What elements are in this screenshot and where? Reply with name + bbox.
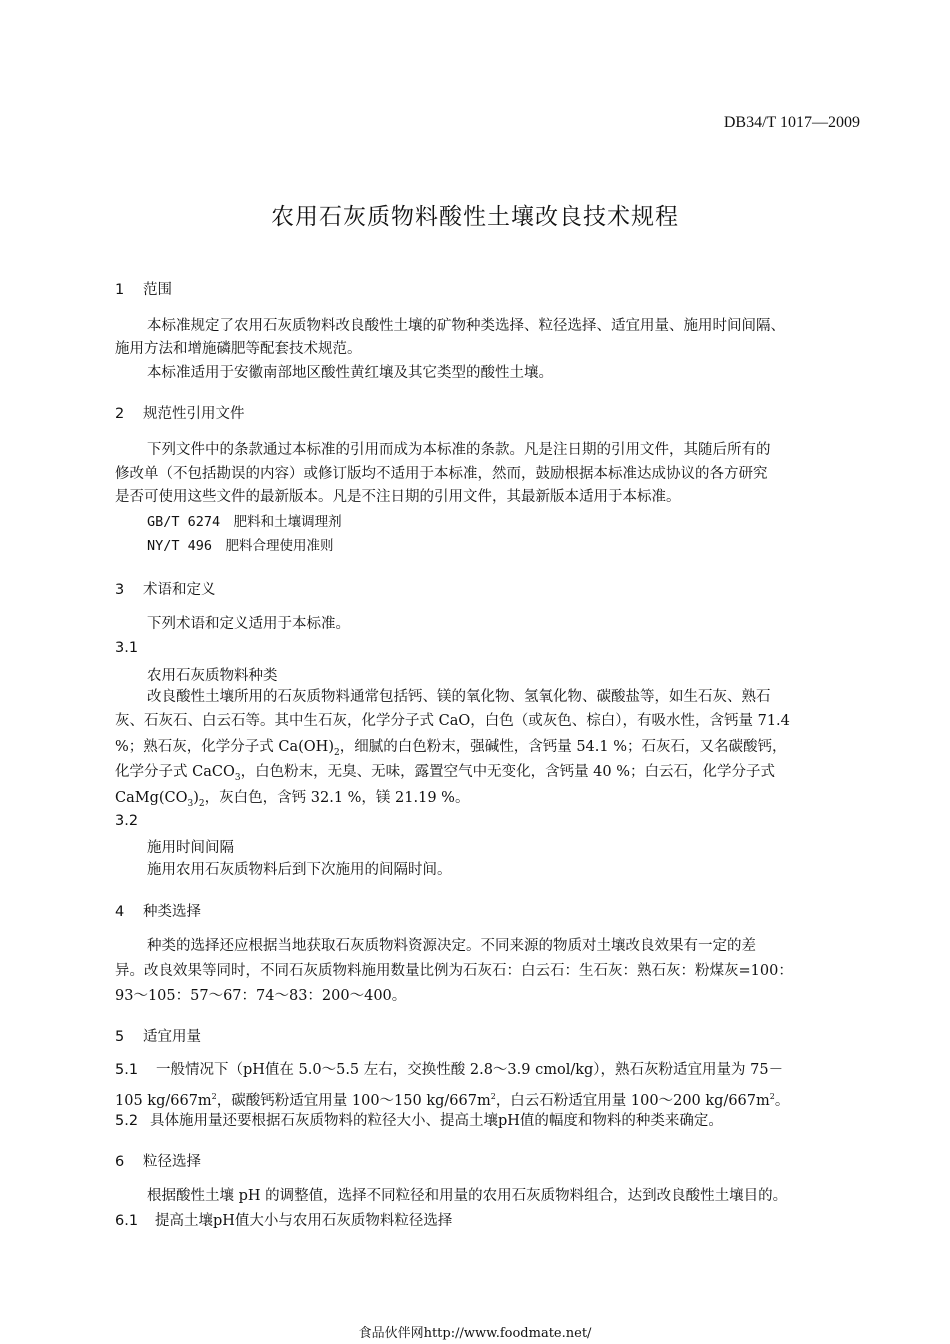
clause-number: 5.1: [115, 1062, 139, 1078]
paragraph-line: 提高土壤pH值大小与农用石灰质物料粒径选择: [155, 1213, 453, 1229]
paragraph-line: 修改单（不包括勘误的内容）或修订版均不适用于本标准，然而，鼓励根据本标准达成协议的各方研究: [115, 466, 768, 482]
footer-watermark: 食品伙伴网http://www.foodmate.net/: [358, 1326, 592, 1341]
reference-item: GB/T 6274 肥料和土壤调理剂: [147, 514, 342, 530]
section-2-heading: [115, 402, 245, 423]
paragraph-line: [115, 761, 775, 790]
paragraph-line: 下列文件中的条款通过本标准的引用而成为本标准的条款。凡是注日期的引用文件，其随后所有的: [147, 442, 771, 458]
section-number: 2: [115, 406, 125, 422]
subscript: 3: [234, 772, 241, 783]
section-3-heading: [115, 578, 216, 599]
text-run: ，灰白色，含钙 32.1 %，镁 21.19 %。: [204, 790, 470, 806]
text-run: 化学分子式 CaCO: [115, 764, 235, 780]
term-title: 农用石灰质物料种类: [147, 668, 278, 684]
document-title: 农用石灰质物料酸性土壤改良技术规程: [271, 204, 679, 230]
text-run: ): [193, 790, 199, 806]
superscript: 2: [211, 1092, 217, 1101]
text-run: 105 kg/667m: [115, 1092, 212, 1109]
clause-number: 3.1: [115, 640, 139, 656]
clause-number: 6.1: [115, 1213, 139, 1229]
paragraph-line: 下列术语和定义适用于本标准。: [147, 616, 350, 632]
text-run: ，白云石粉适宜用量 100～200 kg/667m: [495, 1092, 770, 1109]
paragraph-line: 是否可使用这些文件的最新版本。凡是不注日期的引用文件，其最新版本适用于本标准。: [115, 489, 681, 505]
section-number: 1: [115, 282, 125, 298]
section-1-heading: [115, 278, 172, 299]
superscript: 2: [490, 1092, 496, 1101]
section-number: 5: [115, 1029, 125, 1045]
paragraph-line: 本标准适用于安徽南部地区酸性黄红壤及其它类型的酸性土壤。: [147, 365, 553, 381]
paragraph-line: 施用方法和增施磷肥等配套技术规范。: [115, 341, 362, 357]
section-4-heading: [115, 900, 201, 921]
section-title: 粒径选择: [143, 1154, 201, 1170]
text-run: %；熟石灰，化学分子式 Ca(OH): [115, 739, 334, 755]
section-title: 适宜用量: [143, 1029, 201, 1045]
standard-number: DB34/T 1017—2009: [723, 114, 860, 131]
paragraph-line: 施用农用石灰质物料后到下次施用的间隔时间。: [147, 862, 452, 878]
text-run: ，碳酸钙粉适宜用量 100～150 kg/667m: [216, 1092, 491, 1109]
section-number: 4: [115, 904, 125, 920]
paragraph-line: 种类的选择还应根据当地获取石灰质物料资源决定。不同来源的物质对土壤改良效果有一定的差: [147, 938, 756, 954]
paragraph-line: 本标准规定了农用石灰质物料改良酸性土壤的矿物种类选择、粒径选择、适宜用量、施用时间间隔、: [147, 318, 785, 334]
text-run: 。: [774, 1092, 790, 1109]
paragraph-line: 93～105：57～67：74～83：200～400。: [115, 988, 407, 1004]
paragraph-line: 异。改良效果等同时，不同石灰质物料施用数量比例为石灰石：白云石：生石灰：熟石灰：粉煤灰=100：: [115, 963, 793, 979]
section-number: 6: [115, 1154, 125, 1170]
clause-number: 5.2: [115, 1113, 139, 1129]
term-title: 施用时间间隔: [147, 840, 234, 856]
text-run: ，细腻的白色粉末，强碱性，含钙量 54.1 %；石灰石，又名碳酸钙，: [339, 739, 787, 755]
reference-item: NY/T 496 肥料合理使用准则: [147, 538, 334, 554]
section-title: 范围: [143, 282, 172, 298]
paragraph-line: 改良酸性土壤所用的石灰质物料通常包括钙、镁的氧化物、氢氧化物、碳酸盐等，如生石灰、熟石: [147, 689, 771, 705]
subscript: 2: [333, 747, 340, 758]
paragraph-line: 具体施用量还要根据石灰质物料的粒径大小、提高土壤pH值的幅度和物料的种类来确定。: [150, 1113, 723, 1129]
paragraph-line: 灰、石灰石、白云石等。其中生石灰，化学分子式 CaO，白色（或灰色、棕白），有吸水性，含钙量 71.4: [115, 713, 790, 729]
paragraph-line: 根据酸性土壤 pH 的调整值，选择不同粒径和用量的农用石灰质物料组合，达到改良酸性土壤目的。: [147, 1188, 788, 1204]
text-run: CaMg(CO: [115, 790, 188, 806]
section-6-heading: [115, 1150, 201, 1171]
clause-number: 3.2: [115, 813, 139, 829]
paragraph-line: [115, 787, 469, 816]
superscript: 2: [769, 1092, 775, 1101]
section-number: 3: [115, 582, 125, 598]
text-run: ，白色粉末，无臭、无味，露置空气中无变化，含钙量 40 %；白云石，化学分子式: [240, 764, 776, 780]
paragraph-line: 一般情况下（pH值在 5.0～5.5 左右，交换性酸 2.8～3.9 cmol/kg），熟石灰粉适宜用量为 75－: [156, 1062, 784, 1078]
subscript: 2: [198, 798, 205, 809]
section-title: 规范性引用文件: [143, 406, 245, 422]
section-title: 种类选择: [143, 904, 201, 920]
section-5-heading: [115, 1025, 201, 1046]
paragraph-line: [115, 1085, 789, 1113]
subscript: 3: [187, 798, 194, 809]
section-title: 术语和定义: [143, 582, 216, 598]
